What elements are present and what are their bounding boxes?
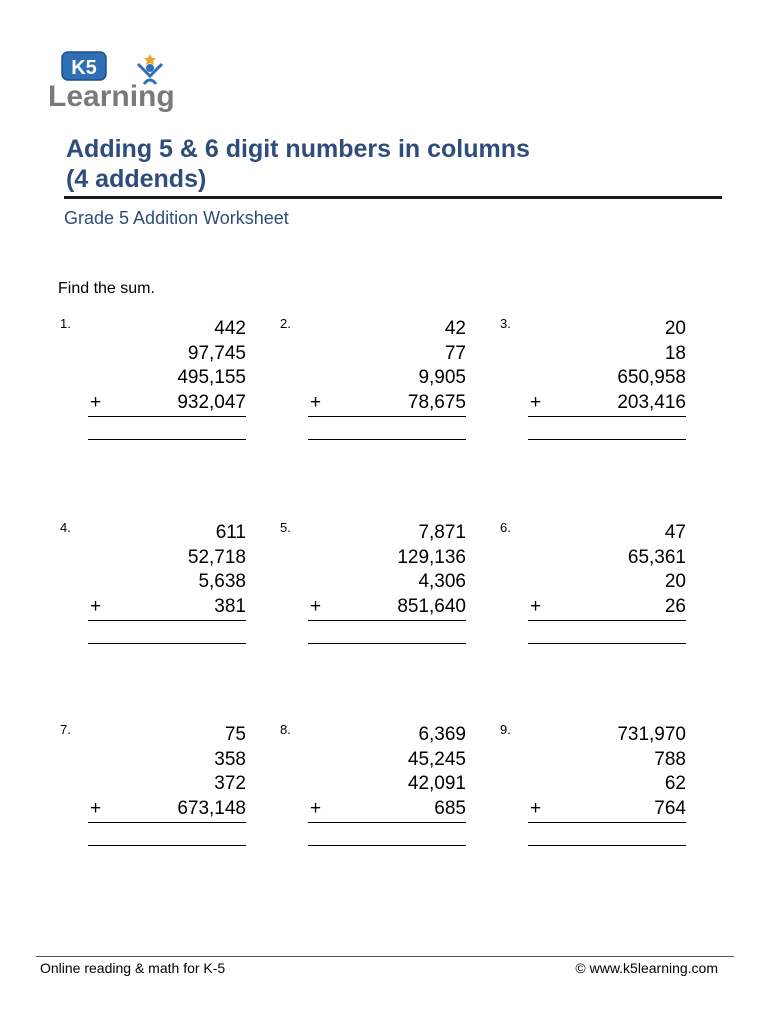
sum-rule bbox=[528, 822, 686, 823]
plus-sign: + bbox=[310, 595, 322, 617]
addend: 9,905 bbox=[418, 367, 466, 388]
addend: 851,640 bbox=[397, 595, 466, 617]
addend: 358 bbox=[214, 748, 246, 770]
addend: 611 bbox=[215, 522, 246, 543]
problem-2 bbox=[280, 316, 500, 496]
sum-rule bbox=[88, 620, 246, 621]
problem-9 bbox=[500, 722, 720, 902]
plus-sign: + bbox=[310, 391, 322, 413]
addend: 4,306 bbox=[418, 571, 466, 592]
plus-sign: + bbox=[90, 391, 102, 413]
sum-rule bbox=[308, 822, 466, 823]
sum-rule bbox=[528, 416, 686, 417]
footer-right-text: © www.k5learning.com bbox=[575, 960, 718, 976]
addend: 6,369 bbox=[418, 724, 466, 745]
problem-number: 7. bbox=[60, 722, 71, 737]
problem-7 bbox=[60, 722, 280, 902]
sum-rule bbox=[308, 416, 466, 417]
addend: 18 bbox=[664, 342, 686, 364]
problem-8 bbox=[280, 722, 500, 902]
addend: 75 bbox=[224, 724, 246, 745]
plus-sign: + bbox=[530, 595, 542, 617]
problem-3 bbox=[500, 316, 720, 496]
worksheet-title bbox=[66, 134, 726, 194]
addend: 45,245 bbox=[407, 748, 466, 770]
addend: 685 bbox=[434, 797, 466, 819]
plus-sign: + bbox=[90, 797, 102, 819]
addend: 62 bbox=[664, 773, 686, 794]
addend: 26 bbox=[664, 595, 686, 617]
answer-line[interactable] bbox=[528, 643, 686, 644]
footer-left-text: Online reading & math for K-5 bbox=[40, 960, 226, 976]
addend: 731,970 bbox=[617, 724, 686, 745]
addend: 20 bbox=[664, 571, 686, 592]
instruction-text: Find the sum. bbox=[58, 280, 155, 297]
addend: 381 bbox=[214, 595, 246, 617]
worksheet-subtitle: Grade 5 Addition Worksheet bbox=[64, 208, 289, 228]
problem-4 bbox=[60, 520, 280, 700]
addend: 20 bbox=[664, 318, 686, 339]
sum-rule bbox=[88, 822, 246, 823]
title-line-2: (4 addends) bbox=[66, 165, 207, 193]
answer-line[interactable] bbox=[308, 643, 466, 644]
addend: 42,091 bbox=[407, 773, 466, 794]
addend: 52,718 bbox=[187, 546, 246, 568]
addend: 673,148 bbox=[177, 797, 246, 819]
k5-learning-logo bbox=[46, 46, 196, 116]
addend: 372 bbox=[214, 773, 246, 794]
answer-line[interactable] bbox=[88, 439, 246, 440]
sum-rule bbox=[88, 416, 246, 417]
addend: 42 bbox=[444, 318, 466, 339]
problem-number: 2. bbox=[280, 316, 291, 331]
problem-6 bbox=[500, 520, 720, 700]
plus-sign: + bbox=[90, 595, 102, 617]
answer-line[interactable] bbox=[308, 439, 466, 440]
addend: 77 bbox=[444, 342, 466, 364]
problem-number: 8. bbox=[280, 722, 291, 737]
svg-text:Learning: Learning bbox=[48, 80, 175, 113]
addend: 764 bbox=[654, 797, 686, 819]
plus-sign: + bbox=[310, 797, 322, 819]
title-rule bbox=[64, 196, 722, 199]
problem-number: 6. bbox=[500, 520, 511, 535]
problem-1 bbox=[60, 316, 280, 496]
problem-number: 9. bbox=[500, 722, 511, 737]
addend: 78,675 bbox=[407, 391, 466, 413]
addend: 65,361 bbox=[627, 546, 686, 568]
addend: 788 bbox=[654, 748, 686, 770]
footer-rule bbox=[36, 956, 734, 957]
addend: 495,155 bbox=[177, 367, 246, 388]
plus-sign: + bbox=[530, 391, 542, 413]
problem-5 bbox=[280, 520, 500, 700]
answer-line[interactable] bbox=[308, 845, 466, 846]
problem-number: 1. bbox=[60, 316, 71, 331]
problem-number: 5. bbox=[280, 520, 291, 535]
addend: 932,047 bbox=[177, 391, 246, 413]
sum-rule bbox=[528, 620, 686, 621]
problem-number: 4. bbox=[60, 520, 71, 535]
title-line-1: Adding 5 & 6 digit numbers in columns bbox=[66, 135, 530, 163]
addend: 650,958 bbox=[617, 367, 686, 388]
plus-sign: + bbox=[530, 797, 542, 819]
addend: 442 bbox=[214, 318, 246, 339]
addend: 203,416 bbox=[617, 391, 686, 413]
answer-line[interactable] bbox=[88, 845, 246, 846]
answer-line[interactable] bbox=[528, 845, 686, 846]
addend: 7,871 bbox=[418, 522, 466, 543]
answer-line[interactable] bbox=[528, 439, 686, 440]
svg-text:K5: K5 bbox=[71, 57, 97, 79]
sum-rule bbox=[308, 620, 466, 621]
answer-line[interactable] bbox=[88, 643, 246, 644]
addend: 97,745 bbox=[187, 342, 246, 364]
addend: 47 bbox=[664, 522, 686, 543]
problem-number: 3. bbox=[500, 316, 511, 331]
addend: 5,638 bbox=[198, 571, 246, 592]
addend: 129,136 bbox=[397, 546, 466, 568]
